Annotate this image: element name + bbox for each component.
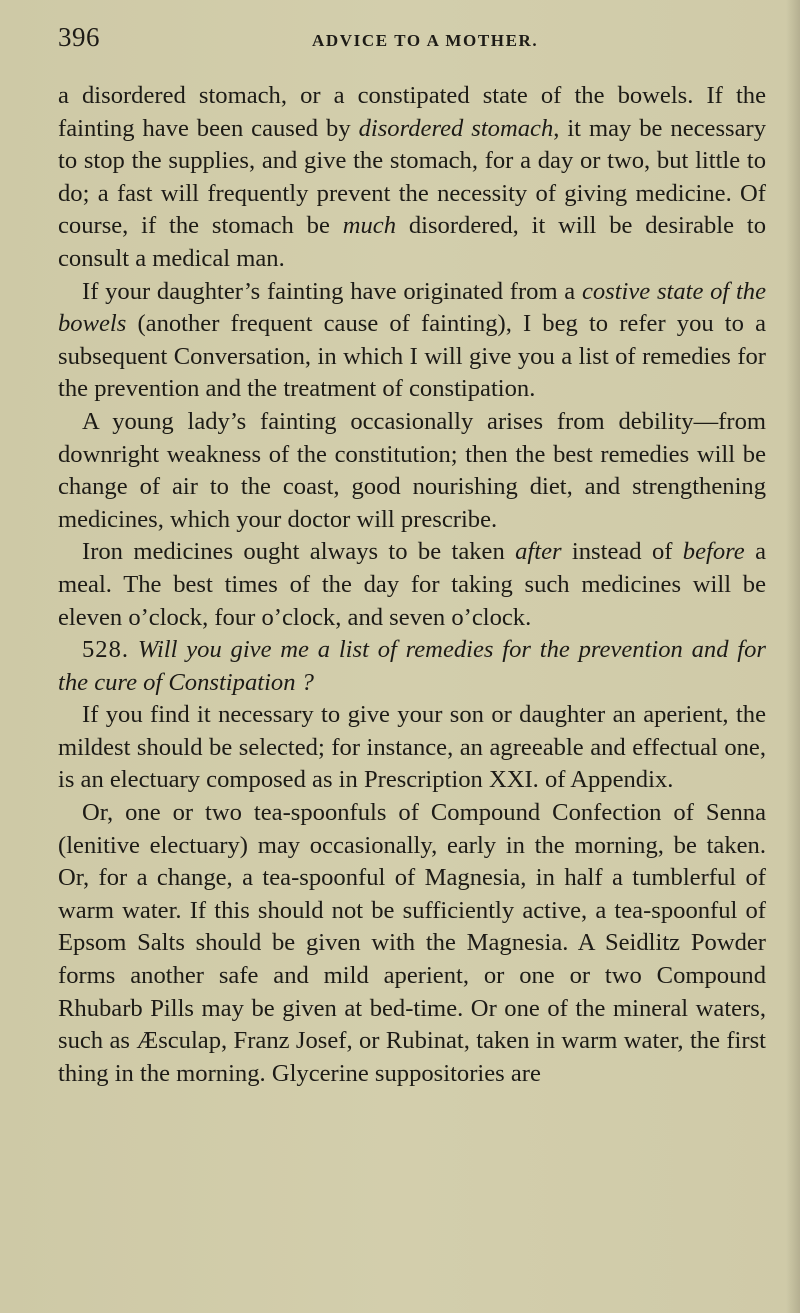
paragraph-2-text-c: (another frequent cause of fainting), I beg to refer you to a subsequent Conversation, in which I will give you a list of remedies for the prevention and the treatment of constipation. [58, 310, 766, 403]
page-edge-shadow [786, 0, 800, 1313]
paragraph-6 [58, 797, 766, 1090]
paragraph-4-emphasis-d: before [682, 538, 745, 566]
paragraph-3-text-a: A young lady’s fainting occasionally arises from debility—from downright weakness of the constitution; then the best remedies will be change of air to the coast, good nourishing diet, and strengthening medicines, which your doctor will prescribe. [58, 407, 766, 533]
paragraph-2-text-a: If your daughter’s fainting have originated from a [82, 277, 582, 305]
paragraph-1-text-a: a disordered stomach, or a constipated state of the bowels. If the fainting have been caused by [58, 82, 766, 142]
page-number: 396 [58, 22, 100, 52]
paragraph-5-text-a: If you find it necessary to give your son or daughter an aperient, the mildest should be selected; for instance, an agreeable and effectual one, is an electuary composed as in Prescription XXI. of Appendix. [58, 701, 766, 794]
running-head: ADVICE TO A MOTHER. [312, 31, 539, 50]
paragraph-4-text-c: instead of [561, 538, 683, 566]
paragraph-4-text-e: a meal. The best times of the day for taking such medicines will be eleven o’clock, four o’clock, and seven o’clock. [58, 538, 766, 631]
paragraph-4 [58, 536, 766, 634]
page-header [58, 22, 768, 56]
paragraph-6-text-a: Or, one or two tea-spoonfuls of Compound Confection of Senna (lenitive electuary) may occasionally, early in the morning, be taken. Or, for a change, a tea-spoonful of Magnesia, in half a tumblerful of warm water. If this should not be sufficiently active, a tea-spoonful of Epsom Salts should be given with the Magnesia. A Seidlitz Powder forms another safe and mild aperient, or one or two Compound Rhubarb Pills may be given at bed-time. Or one of the mineral waters, such as Æsculap, Franz Josef, or Rubinat, taken in warm water, the first thing in the morning. Glycerine suppositories are [58, 799, 766, 1087]
paragraph-2 [58, 276, 766, 406]
body-text [58, 80, 766, 1090]
question-number: 528. [82, 636, 130, 664]
question-528 [58, 634, 766, 699]
paragraph-1-emphasis-b: disordered stomach [358, 114, 554, 142]
paragraph-3 [58, 406, 766, 536]
paragraph-1 [58, 80, 766, 276]
paragraph-1-text-c: , it may be necessary to stop the supplies, and give the stomach, for a day or two, but little to do; a fast will frequently prevent the necessity of giving medicine. Of course, if the stomach be [58, 114, 766, 240]
question-text: Will you give me a list of remedies for the prevention and for the cure of Constipation ? [58, 636, 766, 696]
paragraph-5 [58, 699, 766, 797]
paragraph-1-text-e: disordered, it will be desirable to consult a medical man. [58, 212, 766, 272]
paragraph-4-emphasis-b: after [515, 538, 562, 566]
paragraph-1-emphasis-d: much [342, 212, 397, 240]
paragraph-2-emphasis-b: costive state of the bowels [58, 277, 767, 338]
paragraph-4-text-a: Iron medicines ought always to be taken [82, 538, 516, 566]
